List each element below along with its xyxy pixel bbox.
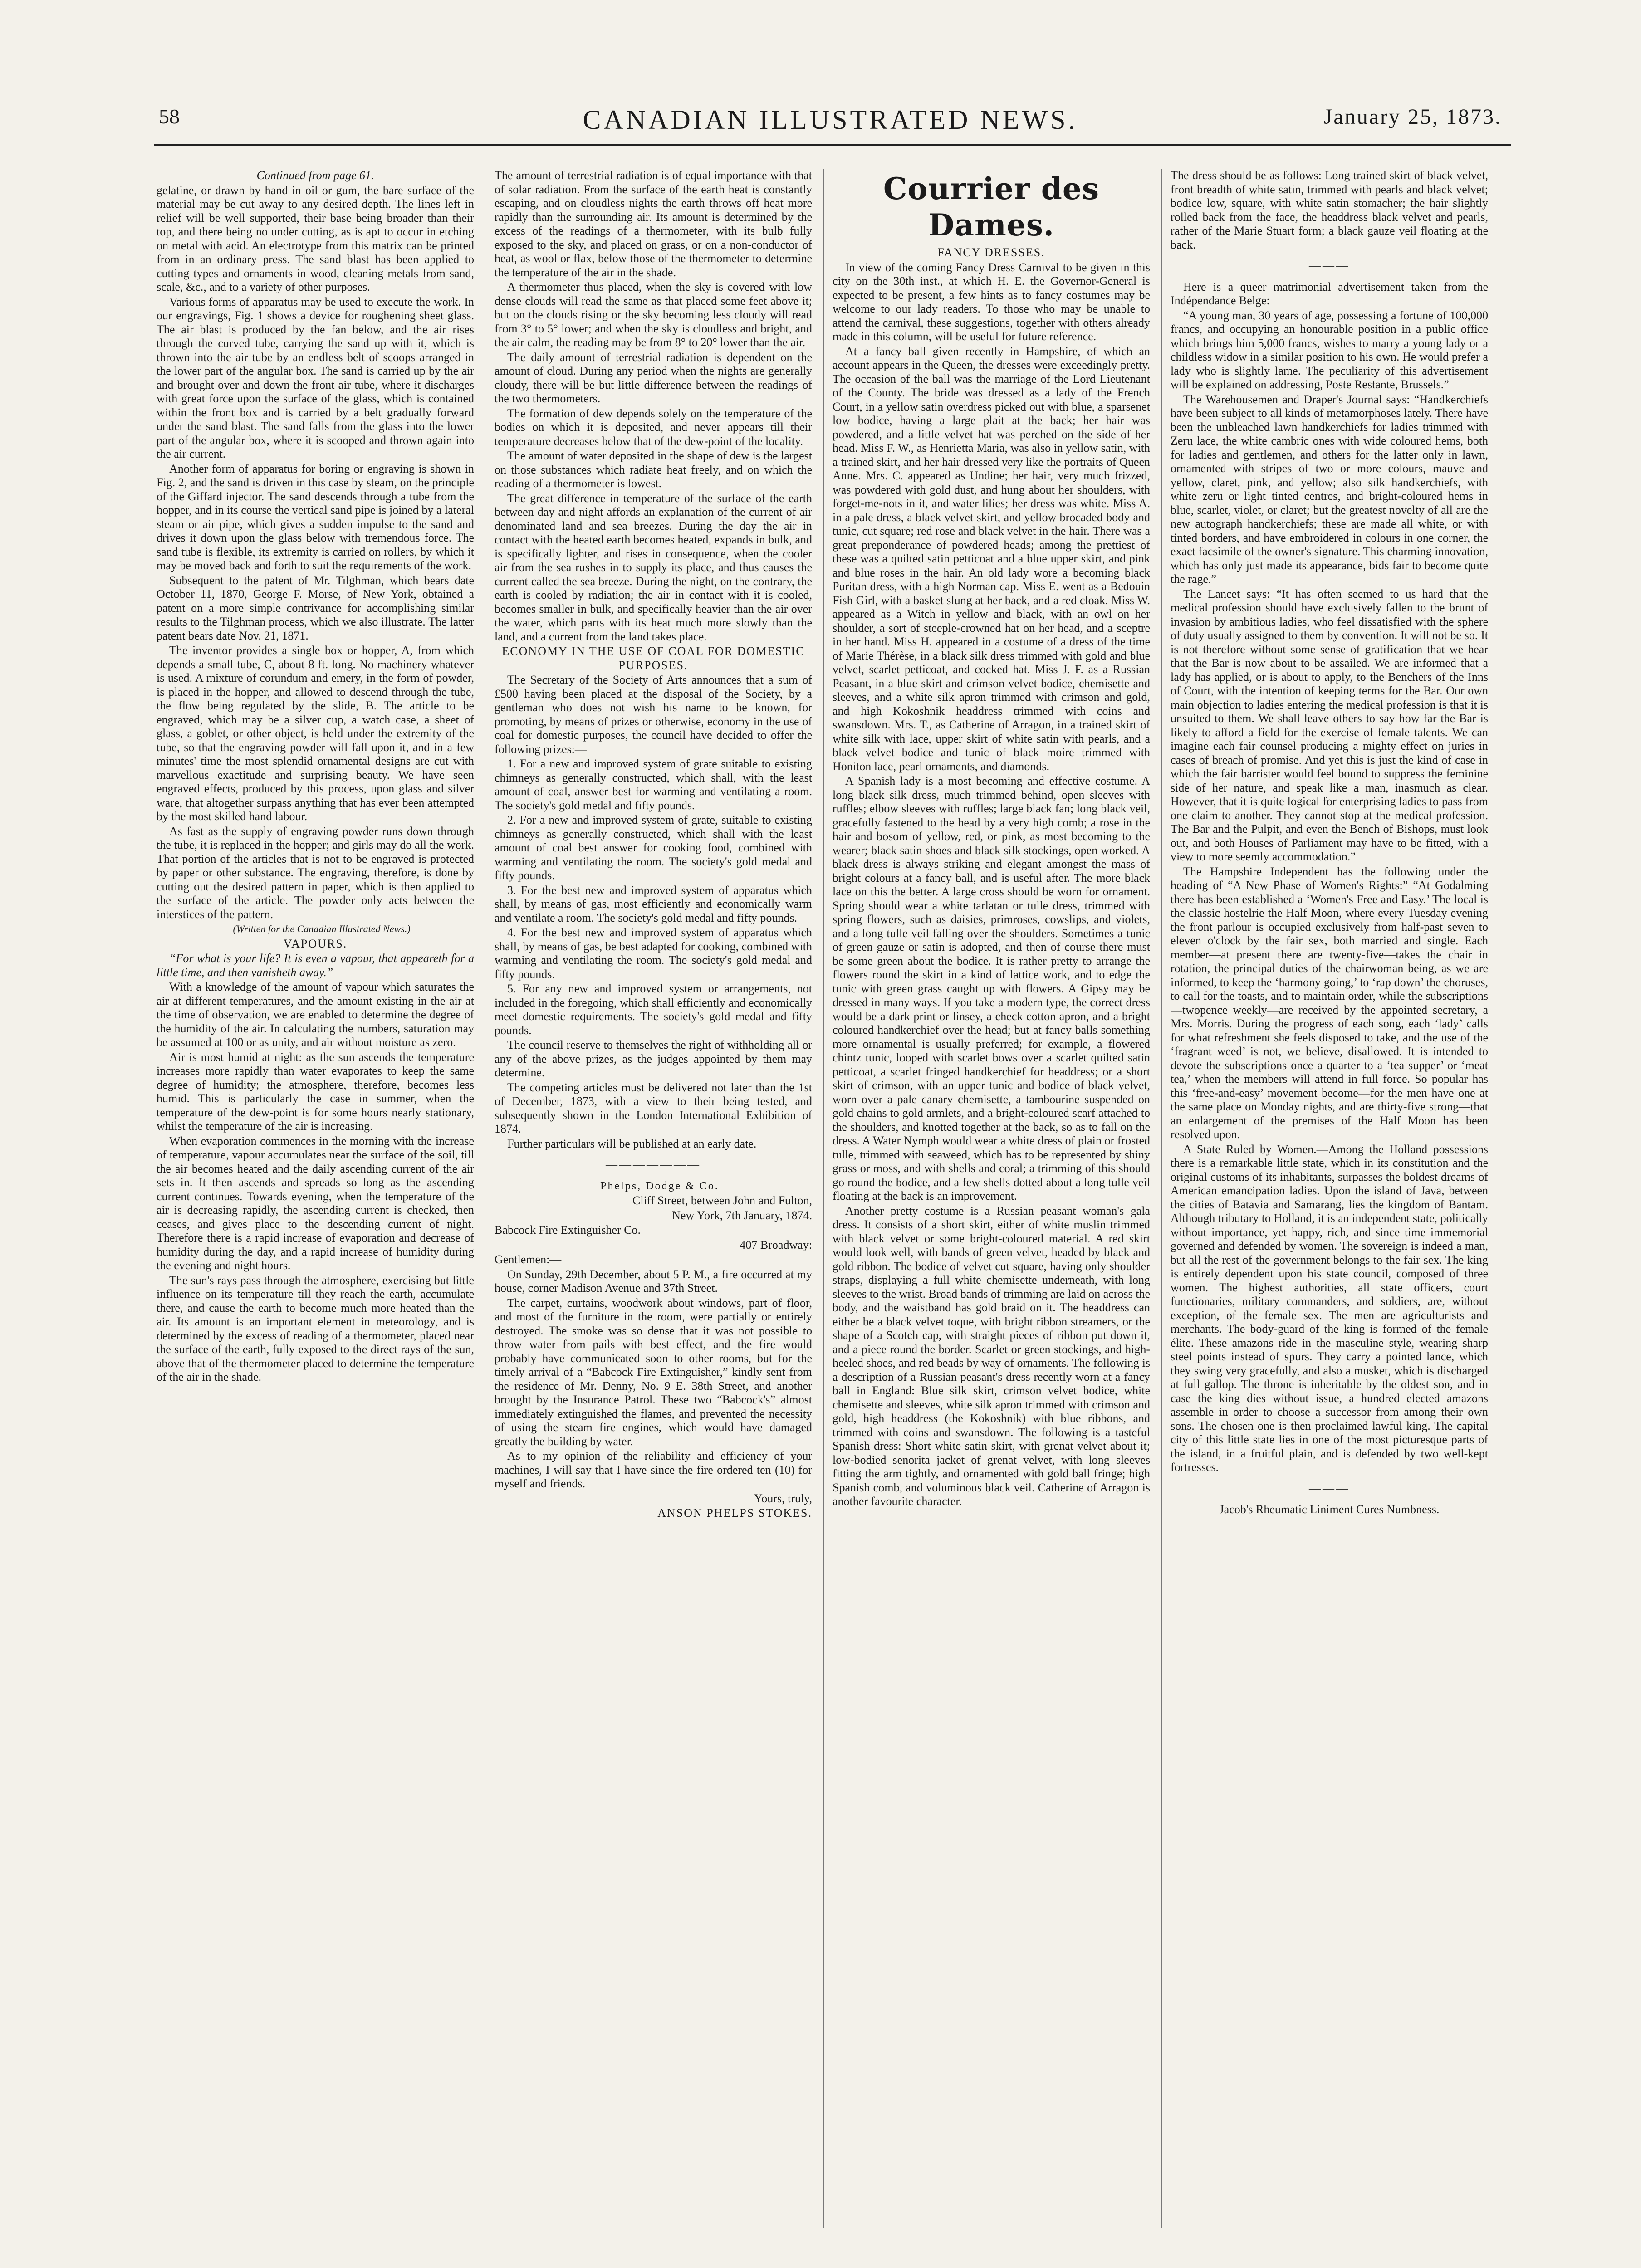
letter-salutation: Gentlemen:— xyxy=(495,1253,562,1266)
article-credit: (Written for the Canadian Illustrated News.) xyxy=(233,923,411,934)
paragraph: The Lancet says: “It has often seemed to us hard that the medical profession should have exclusively fallen to the brunt of invasion by ambitious ladies, who feel dissatisfied with the sphere of duty usually assigned to them by convention. It will not be so. It is not therefore without some sense of gratification that we hear that the Bar is now about to be assailed. We are informed that a lady has applied, or is about to apply, to the Benchers of the Inns of Court, with the intention of keeping terms for the Bar. Our own main objection to ladies entering the medical profession is that it is unsuited to them. We shall leave others to say how far the Bar is likely to afford a field for the exercise of female talents. We can imagine each fair counsel producing a mighty effect on juries in cases of breach of promise. And yet this is just the kind of case in which the fair barrister would feel bound to suppress the feminine side of her nature, and speak like a man, inasmuch as clear. However, that it is quite logical for enterprising ladies to pass from one claim to another. They cannot stop at the medical profession. The Bar and the Pulpit, and even the Bench of Bishops, must look out, and both Houses of Parliament may have to be fitted, with a view to more seemly accommodation.” xyxy=(1171,587,1488,863)
article-heading: ECONOMY IN THE USE OF COAL FOR DOMESTIC PURPOSES. xyxy=(502,645,805,672)
paragraph: The inventor provides a single box or hopper, A, from which depends a small tube, C, about 8 ft. long. No machinery whatever is used. A mixture of corundum and emery, in the form of powder, is placed in the hopper, and allowed to descend through the tube, the flow being regulated by the slide, B. The article to be engraved, which may be a silver cup, a watch case, a sheet of glass, a goblet, or other object, is held under the extremity of the tube, so that the engraving powder will fall upon it, and in a few minutes' time the most splendid ornamental designs are cut with marvellous exactitude and surprising beauty. We have seen engraved effects, produced by this process, upon glass and silver ware, that altogether surpass anything that has ever been attempted by the most skilled hand labour. xyxy=(157,644,474,823)
paragraph: When evaporation commences in the morning with the increase of temperature, vapour accumulates near the surface of the soil, till the air becomes heated and the daily ascending current of the air sets in. It then ascends and spreads so long as the ascending current continues. Towards evening, when the temperature of the air is decreasing rapidly, the ascending current is checked, then ceases, and gives place to the descending current of night. Therefore there is a rapid increase of evaporation and decrease of humidity during the day, and a rapid increase of humidity during the evening and night hours. xyxy=(157,1134,474,1272)
column-2 xyxy=(495,169,812,2237)
paragraph: The daily amount of terrestrial radiation is dependent on the amount of cloud. During any period when the nights are generally cloudy, there will be but little difference between the readings of the two thermometers. xyxy=(495,350,812,405)
paragraph: A State Ruled by Women.—Among the Holland possessions there is a remarkable little state, which in its constitution and the original customs of its inhabitants, surpasses the boldest dreams of American emancipation ladies. Upon the island of Java, between the cities of Batavia and Samarang, lies the kingdom of Bantam. Although tributary to Holland, it is an independent state, politically without importance, yet happy, rich, and since time immemorial governed and defended by women. The sovereign is indeed a man, but all the rest of the government belongs to the fair sex. The king is entirely dependent upon his state council, composed of three women. The highest authorities, all state officers, court functionaries, military commanders, and soldiers, are, without exception, of the female sex. The men are agriculturists and merchants. The body-guard of the king is formed of the female élite. These amazons ride in the masculine style, wearing sharp steel points instead of spurs. They carry a pointed lance, which they swing very gracefully, and also a musket, which is discharged at full gallop. The throne is inheritable by the oldest son, and in case the king dies without issue, a hundred elected amazons assemble in order to choose a successor from among their own sons. The chosen one is then proclaimed lawful king. The capital city of this little state lies in one of the most picturesque parts of the island, in a fruitful plain, and is defended by two well-kept fortresses. xyxy=(1171,1142,1488,1474)
paragraph: The amount of water deposited in the shape of dew is the largest on those substances which radiate heat freely, and on which the reading of a thermometer is lowest. xyxy=(495,449,812,490)
section-divider: ——— xyxy=(1309,1481,1350,1495)
paragraph: Air is most humid at night: as the sun ascends the temperature increases more rapidly than water evaporates to keep the same degree of humidity; the atmosphere, therefore, becomes less humid. This is particularly the case in summer, when the temperature of the dew-point is for some hours nearly stationary, whilst the temperature of the air is increasing. xyxy=(157,1050,474,1133)
letter-signature: ANSON PHELPS STOKES. xyxy=(657,1506,812,1520)
paragraph: Another form of apparatus for boring or engraving is shown in Fig. 2, and the sand is driven in this case by steam, on the principle of the Giffard injector. The sand descends through a tube from the hopper, and in its course the vertical sand pipe is joined by a lateral steam or air pipe, which gives a sudden impulse to the sand and drives it down upon the glass below with tremendous force. The sand tube is flexible, its extremity is carried on rollers, by which it may be moved back and forth to suit the requirements of the work. xyxy=(157,462,474,572)
paragraph: A thermometer thus placed, when the sky is covered with low dense clouds will read the same as that placed some feet above it; but on the clouds rising or the sky becoming less cloudy will read from 3° to 5° lower; and when the sky is cloudless and bright, and the air calm, the reading may be from 8° to 20° lower than the air. xyxy=(495,280,812,349)
column-4 xyxy=(1171,169,1488,2237)
paragraph: 3. For the best new and improved system of apparatus which shall, by means of gas, most efficiently and economically warm and ventilate a room. The society's gold medal and fifty pounds. xyxy=(495,883,812,924)
paragraph: “A young man, 30 years of age, possessing a fortune of 100,000 francs, and occupying an honourable position in a public office which brings him 5,000 francs, wishes to marry a young lady or a childless widow in a similar position to his own. He would prefer a lady who is slightly lame. The peculiarity of this advertisement will be explained on addressing, Poste Restante, Brussels.” xyxy=(1171,308,1488,391)
letter-address: Cliff Street, between John and Fulton, xyxy=(632,1194,812,1207)
letter-closing: Yours, truly, xyxy=(754,1491,812,1505)
column-1 xyxy=(157,169,474,2237)
paragraph: Various forms of apparatus may be used to execute the work. In our engravings, Fig. 1 shows a device for roughening sheet glass. The air blast is produced by the fan below, and the air rises through the curved tube, carrying the sand up with it, which is thrown into the air tube by an endless belt of scoops arranged in the lower part of the angular box. The sand is carried up by the air and brought over and down the front air tube, where it discharges with great force upon the surface of the glass, which is contained within the front box and is carried by a belt gradually forward under the sand blast. The sand falls from the glass into the lower part of the angular box, where it is scooped and thrown again into the air current. xyxy=(157,295,474,460)
letter-recipient-address: 407 Broadway: xyxy=(740,1238,812,1251)
letter-date: New York, 7th January, 1874. xyxy=(672,1208,812,1222)
paragraph: At a fancy ball given recently in Hampshire, of which an account appears in the Queen, the dresses were exceedingly pretty. The occasion of the ball was the marriage of the Lord Lieutenant of the County. The bride was dressed as a lady of the French Court, in a yellow satin overdress picked out with blue, a sparsenet low bodice, having a large plait at the back; her hair was powdered, and a little velvet hat was perched on the side of her head. Miss F. W., as Henrietta Maria, was also in yellow satin, with a trained skirt, and her hair dressed very like the portraits of Queen Anne. Mrs. C. appeared as Undine; her hair, very much frizzed, was powdered with gold dust, and hung about her shoulders, with forget-me-nots in it, and water lilies; her dress was white. Miss A. in a pale dress, a black velvet skirt, and yellow brocaded body and tunic, cut square; red rose and black velvet in the hair. There was a great preponderance of powdered heads; among the prettiest of these was a quilted satin petticoat and a blue upper skirt, and pink and blue roses in the hair. An old lady wore a becoming black Puritan dress, with a high Norman cap. Miss E. went as a Bedouin Fish Girl, with a basket slung at her back, and a red cloak. Miss W. appeared as a Witch in yellow and black, with an owl on her shoulder, a sort of steeple-crowned hat on her head, and a sceptre in her hand. Miss H. appeared in a costume of a dress of the time of Marie Thérèse, in a black silk dress trimmed with gold and blue velvet, scarlet petticoat, and cocked hat. Miss J. F. as a Russian Peasant, in a blue skirt and crimson velvet bodice, chemisette and sleeves, and a white silk apron trimmed with crimson and gold, and high Kokoshnik headdress trimmed with coins and swansdown. Mrs. T., as Catherine of Arragon, in a trained skirt of white silk with lace, upper skirt of white satin with pearls, and a black velvet bodice and tunic of black moire trimmed with Honiton lace, pearl ornaments, and diamonds. xyxy=(833,344,1150,773)
continued-note: Continued from page 61. xyxy=(256,169,374,182)
paragraph: Further particulars will be published at an early date. xyxy=(507,1137,757,1150)
issue-date: January 25, 1873. xyxy=(1323,105,1502,129)
article-heading: VAPOURS. xyxy=(283,937,348,950)
advertisement: Jacob's Rheumatic Liniment Cures Numbness. xyxy=(1219,1503,1440,1516)
paragraph: The Hampshire Independent has the following under the heading of “A New Phase of Women's Rights:” “At Godalming there has been established a ‘Women's Free and Easy.’ The local is the classic hostelrie the Half Moon, where every Tuesday evening the front parlour is occupied exclusively from half-past seven to eleven o'clock by the fair sex, both married and single. Each member—at present there are twenty-five—takes the chair in rotation, the principal duties of the chairwoman being, as we are informed, to keep the ‘harmony going,’ to ‘rap down’ the choruses, to call for the toasts, and to maintain order, while the subscriptions—twopence weekly—are received by the appointed secretary, a Mrs. Morris. During the progress of each song, each ‘lady’ calls for what refreshment she feels disposed to take, and the use of the ‘fragrant weed’ is not, we believe, disallowed. It is intended to devote the subscriptions once a quarter to a ‘tea supper’ or ‘meat tea,’ when the members will attend in full force. So popular has this ‘free-and-easy’ movement become—for the men have one at the same place on Monday nights, and are thirty-five strong—that an enlargement of the premises of the Half Moon has been resolved upon. xyxy=(1171,865,1488,1141)
paragraph: 2. For a new and improved system of grate, suitable to existing chimneys as generally constructed, which shall with the least amount of coal best answer for cooking food, combined with warming and ventilating the room. The society's gold medal and fifty pounds. xyxy=(495,813,812,882)
section-divider: ——— xyxy=(1309,259,1350,272)
paragraph: Here is a queer matrimonial advertisement taken from the Indépendance Belge: xyxy=(1171,280,1488,307)
paragraph: The council reserve to themselves the right of withholding all or any of the above prizes, as the judges appointed by them may determine. xyxy=(495,1038,812,1079)
paragraph: In view of the coming Fancy Dress Carnival to be given in this city on the 30th inst., at which H. E. the Governor-General is expected to be present, a few hints as to fancy costumes may be welcome to our lady readers. To those who may be unable to attend the carnival, these suggestions, together with others already made in this column, will be useful for future reference. xyxy=(833,260,1150,343)
paragraph: Subsequent to the patent of Mr. Tilghman, which bears date October 11, 1870, George F. Morse, of New York, obtained a patent on a more simple contrivance for accomplishing similar results to the Tilghman process, which we also illustrate. The latter patent bears date Nov. 21, 1871. xyxy=(157,573,474,642)
header-rule xyxy=(154,144,1511,148)
column-rule xyxy=(1161,169,1162,2228)
epigraph: “For what is your life? It is even a vapour, that appeareth for a little time, and then vanisheth away.” xyxy=(157,952,474,979)
paragraph: The great difference in temperature of the surface of the earth between day and night affords an explanation of the current of air denominated land and sea breezes. During the day the air in contact with the heated earth becomes heated, expands in bulk, and is specifically lighter, and rises in consequence, when the cooler air from the sea rushes in to supply its place, and thus causes the current called the sea breeze. During the night, on the contrary, the earth is cooled by radiation; the air in contact with it is cooled, becomes smaller in bulk, and specifically heavier than the air over the water, which parts with its heat much more slowly than the land, and a current from the land takes place. xyxy=(495,491,812,643)
article-heading: FANCY DRESSES. xyxy=(937,246,1045,259)
paragraph: The competing articles must be delivered not later than the 1st of December, 1873, with a view to their being tested, and subsequently shown in the London International Exhibition of 1874. xyxy=(495,1080,812,1135)
paragraph: The sun's rays pass through the atmosphere, exercising but little influence on its temperature till they reach the earth, accumulate there, and cause the earth to become much more heated than the air. Its amount is an important element in meteorology, and is determined by the excess of reading of a thermometer, placed near the surface of the earth, fully exposed to the direct rays of the sun, above that of the thermometer placed to determine the temperature of the air in the shade. xyxy=(157,1273,474,1383)
column-3 xyxy=(833,169,1150,2237)
paragraph: The Secretary of the Society of Arts announces that a sum of £500 having been placed at the disposal of the Society, by a gentleman who does not wish his name to be known, for promoting, by means of prizes or otherwise, economy in the use of coal for domestic purposes, the council have decided to offer the following prizes:— xyxy=(495,673,812,756)
paragraph: Another pretty costume is a Russian peasant woman's gala dress. It consists of a short skirt, either of white muslin trimmed with black velvet or some bright-coloured material. A red skirt would look well, with bands of green velvet, headed by black and gold ribbon. The bodice of velvet cut square, having only shoulder straps, displaying a full white chemisette underneath, with long sleeves to the wrist. Broad bands of trimming are laid on across the body, and the waistband has gold braid on it. The headdress can either be a black velvet toque, with bright ribbon streamers, or the shape of a Scotch cap, with straight pieces of ribbon put down it, and a piece round the border. Scarlet or green stockings, and high-heeled shoes, and red beads by way of ornaments. The following is a description of a Russian peasant's dress recently worn at a fancy ball in England: Blue silk skirt, crimson velvet bodice, white chemisette and sleeves, white silk apron trimmed with crimson and gold, high headdress (the Kokoshnik) with blue ribbons, and trimmed with coins and swansdown. The following is a tasteful Spanish dress: Short white satin skirt, with grenat velvet about it; low-bodied senorita jacket of grenat velvet, with long sleeves fitting the arm tightly, and ornamented with gold ball fringe; high Spanish comb, and voluminous black veil. Catherine of Arragon is another favourite character. xyxy=(833,1204,1150,1508)
paragraph: The carpet, curtains, woodwork about windows, part of floor, and most of the furniture in the room, were partially or entirely destroyed. The smoke was so dense that it was not possible to throw water from pails with best effect, and the fire would probably have communicated soon to other rooms, but for the timely arrival of a “Babcock Fire Extinguisher,” kindly sent from the residence of Mr. Denny, No. 9 E. 38th Street, and another brought by the Insurance Patrol. These two “Babcock's” almost immediately extinguished the flames, and prevented the necessity of using the steam fire engines, which would have damaged greatly the building by water. xyxy=(495,1296,812,1448)
paragraph: The formation of dew depends solely on the temperature of the bodies on which it is deposited, and never appears till their temperature decreases below that of the dew-point of the locality. xyxy=(495,406,812,448)
paragraph: The Warehousemen and Draper's Journal says: “Handkerchiefs have been subject to all kinds of metamorphoses lately. There have been the unbleached lawn handkerchiefs for ladies trimmed with Zeru lace, the white cambric ones with wide coloured hems, both for ladies and gentlemen, and others for the latter only in lawn, ornamented with stripes of two or more colours, mauve and yellow, claret, pink, and yellow; also silk handkerchiefs, with white zeru or light tinted centres, and bright-coloured hems in blue, scarlet, violet, or claret; but the greatest novelty of all are the new autograph handkerchiefs; these are made all white, or with tinted borders, and have embroidered in colours in one corner, the exact facsimile of the owner's signature. This charming innovation, which has only just made its appearance, bids fair to become quite the rage.” xyxy=(1171,392,1488,586)
paragraph: 4. For the best new and improved system of apparatus which shall, by means of gas, be best adapted for cooking, combined with warming and ventilating the room. The society's gold medal and fifty pounds. xyxy=(495,926,812,981)
paragraph: As to my opinion of the reliability and efficiency of your machines, I will say that I have since the fire ordered ten (10) for myself and friends. xyxy=(495,1449,812,1490)
paragraph: As fast as the supply of engraving powder runs down through the tube, it is replaced in the hopper; and girls may do all the work. That portion of the articles that is not to be engraved is protected by paper or other substance. The engraving, therefore, is done by cutting out the desired pattern in paper, which is then applied to the surface of the article. The powder only acts between the interstices of the pattern. xyxy=(157,824,474,921)
section-divider: ——————— xyxy=(606,1158,701,1171)
paragraph: On Sunday, 29th December, about 5 P. M., a fire occurred at my house, corner Madison Avenue and 37th Street. xyxy=(495,1267,812,1295)
paragraph: A Spanish lady is a most becoming and effective costume. A long black silk dress, much trimmed behind, open sleeves with ruffles; elbow sleeves with ruffles; large black fan; long black veil, gracefully fastened to the head by a very high comb; a rose in the hair and bosom of yellow, red, or pink, as most becoming to the wearer; black satin shoes and black silk stockings, open worked. A black dress is always striking and elegant amongst the mass of bright colours at a fancy ball, and is useful after. The more black lace on this the better. A large cross should be worn for ornament. Spring should wear a white tarlatan or tulle dress, trimmed with spring flowers, such as daisies, primroses, cowslips, and violets, and a long tulle veil falling over the shoulders. Sometimes a tunic of green gauze or satin is adopted, and then of course there must be some green about the bodice. It is rather pretty to arrange the flowers round the skirt in a kind of lattice work, and to edge the tunic with green grass caught up with flowers. A Gipsy may be dressed in many ways. If you take a modern type, the correct dress would be a dark print or linsey, a check cotton apron, and a bright coloured handkerchief over the head; but at fancy balls something more ornamental is usually preferred; for example, a flowered chintz tunic, looped with scarlet bows over a scarlet quilted satin petticoat, a scarlet fringed handkerchief for headdress; or a short skirt of crimson, with an upper tunic and bodice of black velvet, worn over a pale canary chemisette, a tambourine suspended on gold chains to gold armlets, and a bright-coloured scarf attached to the shoulders, and knotted together at the back, so as to fall on the dress. A Water Nymph would wear a white dress of plain or frosted tulle, trimmed with seaweed, which has to be represented by shiny grass or moss, and with shells and coral; a trimming of this should go round the bodice, and a few shells dotted about a long tulle veil floating at the back is an improvement. xyxy=(833,774,1150,1202)
section-title: Courrier des Dames. xyxy=(883,171,1100,243)
paragraph: 5. For any new and improved system or arrangements, not included in the foregoing, which shall efficiently and economically meet domestic requirements. The society's gold medal and fifty pounds. xyxy=(495,982,812,1037)
letter-heading: Phelps, Dodge & Co. xyxy=(600,1180,719,1192)
page-number: 58 xyxy=(159,105,180,128)
newspaper-title: CANADIAN ILLUSTRATED NEWS. xyxy=(583,105,1078,135)
column-rule xyxy=(823,169,824,2228)
paragraph: The dress should be as follows: Long trained skirt of black velvet, front breadth of white satin, trimmed with pearls and black velvet; bodice low, square, with white satin stomacher; the hair slightly rolled back from the face, the headdress black velvet and pearls, rather of the Marie Stuart form; a black gauze veil floating at the back. xyxy=(1171,169,1488,251)
letter-recipient: Babcock Fire Extinguisher Co. xyxy=(495,1223,641,1237)
paragraph: With a knowledge of the amount of vapour which saturates the air at different temperatures, and the amount existing in the air at the time of observation, we are enabled to determine the degree of the humidity of the air. In calculating the numbers, saturation may be assumed at 100 or as unity, and air without moisture as zero. xyxy=(157,980,474,1049)
masthead xyxy=(159,104,1502,145)
paragraph: gelatine, or drawn by hand in oil or gum, the bare surface of the material may be cut away to any desired depth. The lines left in relief will be well supported, their base being broader than their top, and there being no under cutting, as is apt to occur in etching on metal with acid. An electrotype from this matrix can be printed from in an ordinary press. The sand blast has been applied to cutting types and ornaments in wood, cleaning metals from sand, scale, &c., and to a variety of other purposes. xyxy=(157,183,474,293)
paragraph: 1. For a new and improved system of grate suitable to existing chimneys as generally constructed, which shall, with the least amount of coal, answer best for warming and ventilating a room. The society's gold medal and fifty pounds. xyxy=(495,757,812,812)
paragraph: The amount of terrestrial radiation is of equal importance with that of solar radiation. From the surface of the earth heat is constantly escaping, and on cloudless nights the earth throws off heat more rapidly than the surrounding air. Its amount is determined by the excess of the readings of a thermometer, with its bulb fully exposed to the sky, and placed on grass, or on a non-conductor of heat, as wool or flax, below those of the thermometer to determine the temperature of the air in the shade. xyxy=(495,169,812,279)
